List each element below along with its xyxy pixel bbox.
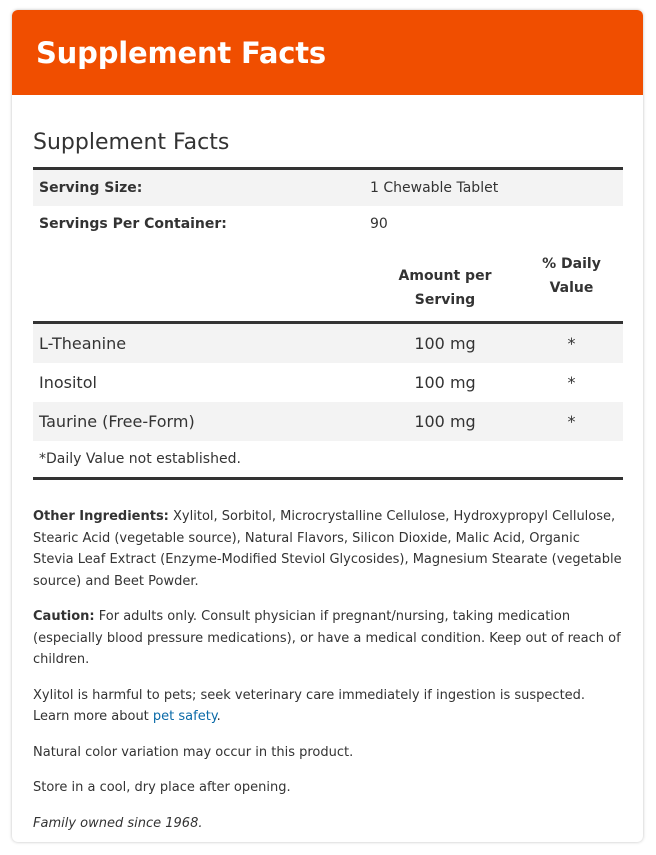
xylitol-text: Xylitol is harmful to pets; seek veterinary care immediately if ingestion is suspected. Learn more about [33, 687, 586, 724]
serving-size-value: 1 Chewable Tablet [370, 180, 499, 196]
storage-note: Store in a cool, dry place after opening. [33, 780, 291, 795]
facts-body [12, 129, 643, 834]
amount-per-serving-header [370, 264, 520, 312]
serving-size-label: Serving Size: [39, 180, 143, 196]
nutrient-name: Inositol [39, 373, 97, 392]
nutrient-amount: 100 mg [414, 334, 476, 353]
header-banner [12, 10, 643, 95]
pet-safety-link[interactable]: pet safety [152, 709, 217, 724]
color-variation-note: Natural color variation may occur in this product. [33, 744, 354, 760]
daily-value-header: % Daily Value [542, 256, 601, 296]
nutrient-daily-value: * [567, 334, 576, 353]
servings-per-container-row [33, 206, 623, 242]
caution-label: Caution: [33, 609, 95, 624]
nutrient-name: L-Theanine [39, 334, 127, 353]
servings-per-container-label: Servings Per Container: [39, 216, 227, 232]
caution-text: For adults only. Consult physician if pregnant/nursing, taking medication (especially blood pressure medications), or have a medical condition. Keep out of reach of children. [33, 609, 621, 667]
other-ingredients-text: Xylitol, Sorbitol, Microcrystalline Cellulose, Hydroxypropyl Cellulose, Stearic Acid (vegetable source), Natural Flavors, Silicon Dioxide, Malic Acid, Organic Stevia Leaf Extract (Enzyme-Modified Steviol Glycosides), Magnesium Stearate (vegetable source) and Beet Powder. [33, 509, 622, 589]
other-ingredients-label: Other Ingredients: [33, 509, 169, 524]
supplement-facts-card [12, 10, 643, 842]
nutrient-amount: 100 mg [414, 412, 476, 431]
caution [33, 606, 623, 671]
xylitol-warning [33, 685, 623, 728]
nutrient-amount: 100 mg [414, 373, 476, 392]
nutrient-daily-value: * [567, 373, 576, 392]
serving-size-row [33, 170, 623, 206]
table-bottom-divider [33, 477, 623, 480]
banner-title: Supplement Facts [36, 35, 326, 70]
amount-header-line1: Amount per [398, 268, 492, 284]
nutrient-daily-value: * [567, 412, 576, 431]
nutrient-name: Taurine (Free-Form) [39, 412, 195, 431]
table-header-row [33, 246, 623, 321]
facts-title: Supplement Facts [33, 130, 230, 155]
table-row [33, 402, 623, 441]
servings-per-container-value: 90 [370, 216, 388, 232]
xylitol-end: . [216, 709, 221, 724]
daily-value-footnote: *Daily Value not established. [39, 451, 241, 467]
table-row [33, 324, 623, 363]
table-row [33, 363, 623, 402]
other-ingredients [33, 506, 623, 592]
amount-header-line2: Serving [414, 292, 476, 308]
family-owned-note: Family owned since 1968. [33, 815, 203, 831]
